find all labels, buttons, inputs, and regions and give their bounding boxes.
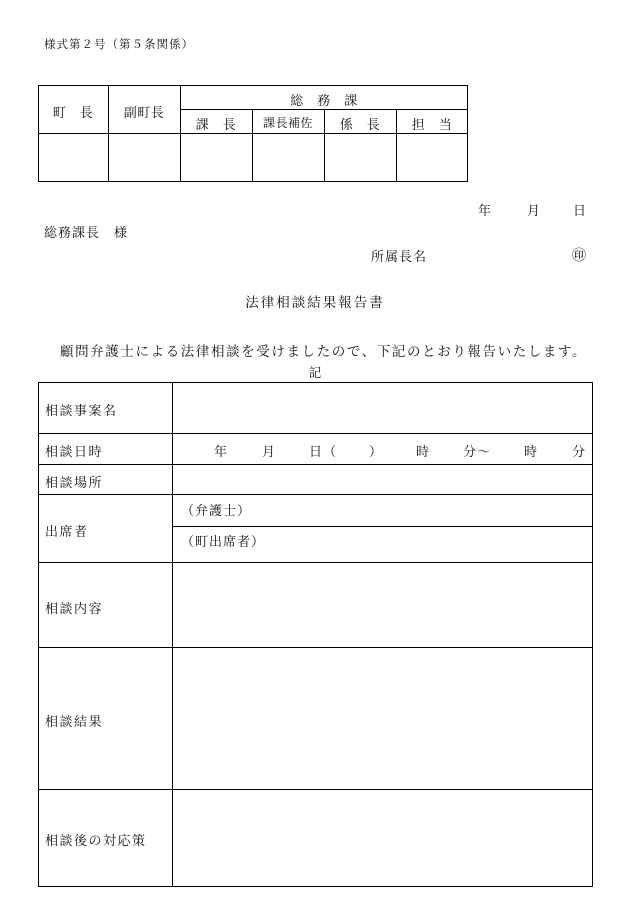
- approval-town-head: 町 長: [52, 106, 94, 121]
- dt-hour-start: 時: [416, 445, 431, 460]
- ki-mark: 記: [308, 365, 322, 380]
- sender-label: 所属長名: [371, 250, 428, 265]
- intro-text: 顧問弁護士による法律相談を受けましたので、下記のとおり報告いたします。: [60, 344, 588, 360]
- label-content: 相談内容: [45, 602, 104, 617]
- form-number: 様式第２号（第５条関係）: [44, 37, 194, 51]
- addressee: 総務課長 様: [44, 226, 129, 241]
- label-measures: 相談後の対応策: [45, 834, 147, 849]
- label-place: 相談場所: [45, 476, 104, 491]
- seal-mark: ㊞: [572, 248, 587, 264]
- date-day: 日: [573, 204, 588, 219]
- dt-min-end: 分: [572, 445, 587, 460]
- approval-col-assistant: 課長補佐: [262, 116, 313, 130]
- dt-min-start: 分～: [463, 445, 492, 460]
- dt-day: 日（: [309, 445, 338, 460]
- label-datetime: 相談日時: [45, 445, 104, 460]
- date-year: 年: [478, 204, 493, 219]
- attendee-town: （町出席者）: [181, 535, 266, 550]
- label-result: 相談結果: [45, 715, 104, 730]
- approval-col-staff: 担 当: [411, 118, 453, 133]
- attendee-lawyer: （弁護士）: [181, 504, 252, 519]
- approval-deputy-head: 副町長: [123, 106, 165, 121]
- approval-col-chief: 課 長: [195, 118, 237, 133]
- date-month: 月: [527, 204, 542, 219]
- dt-hour-end: 時: [524, 445, 539, 460]
- label-case-name: 相談事案名: [45, 404, 118, 419]
- dt-close: ）: [369, 445, 384, 460]
- approval-col-section: 係 長: [339, 118, 381, 133]
- dt-year: 年: [214, 445, 229, 460]
- approval-dept: 総 務 課: [290, 94, 358, 109]
- label-attendees: 出席者: [45, 525, 89, 540]
- document-title: 法律相談結果報告書: [245, 295, 385, 311]
- dt-month: 月: [262, 445, 277, 460]
